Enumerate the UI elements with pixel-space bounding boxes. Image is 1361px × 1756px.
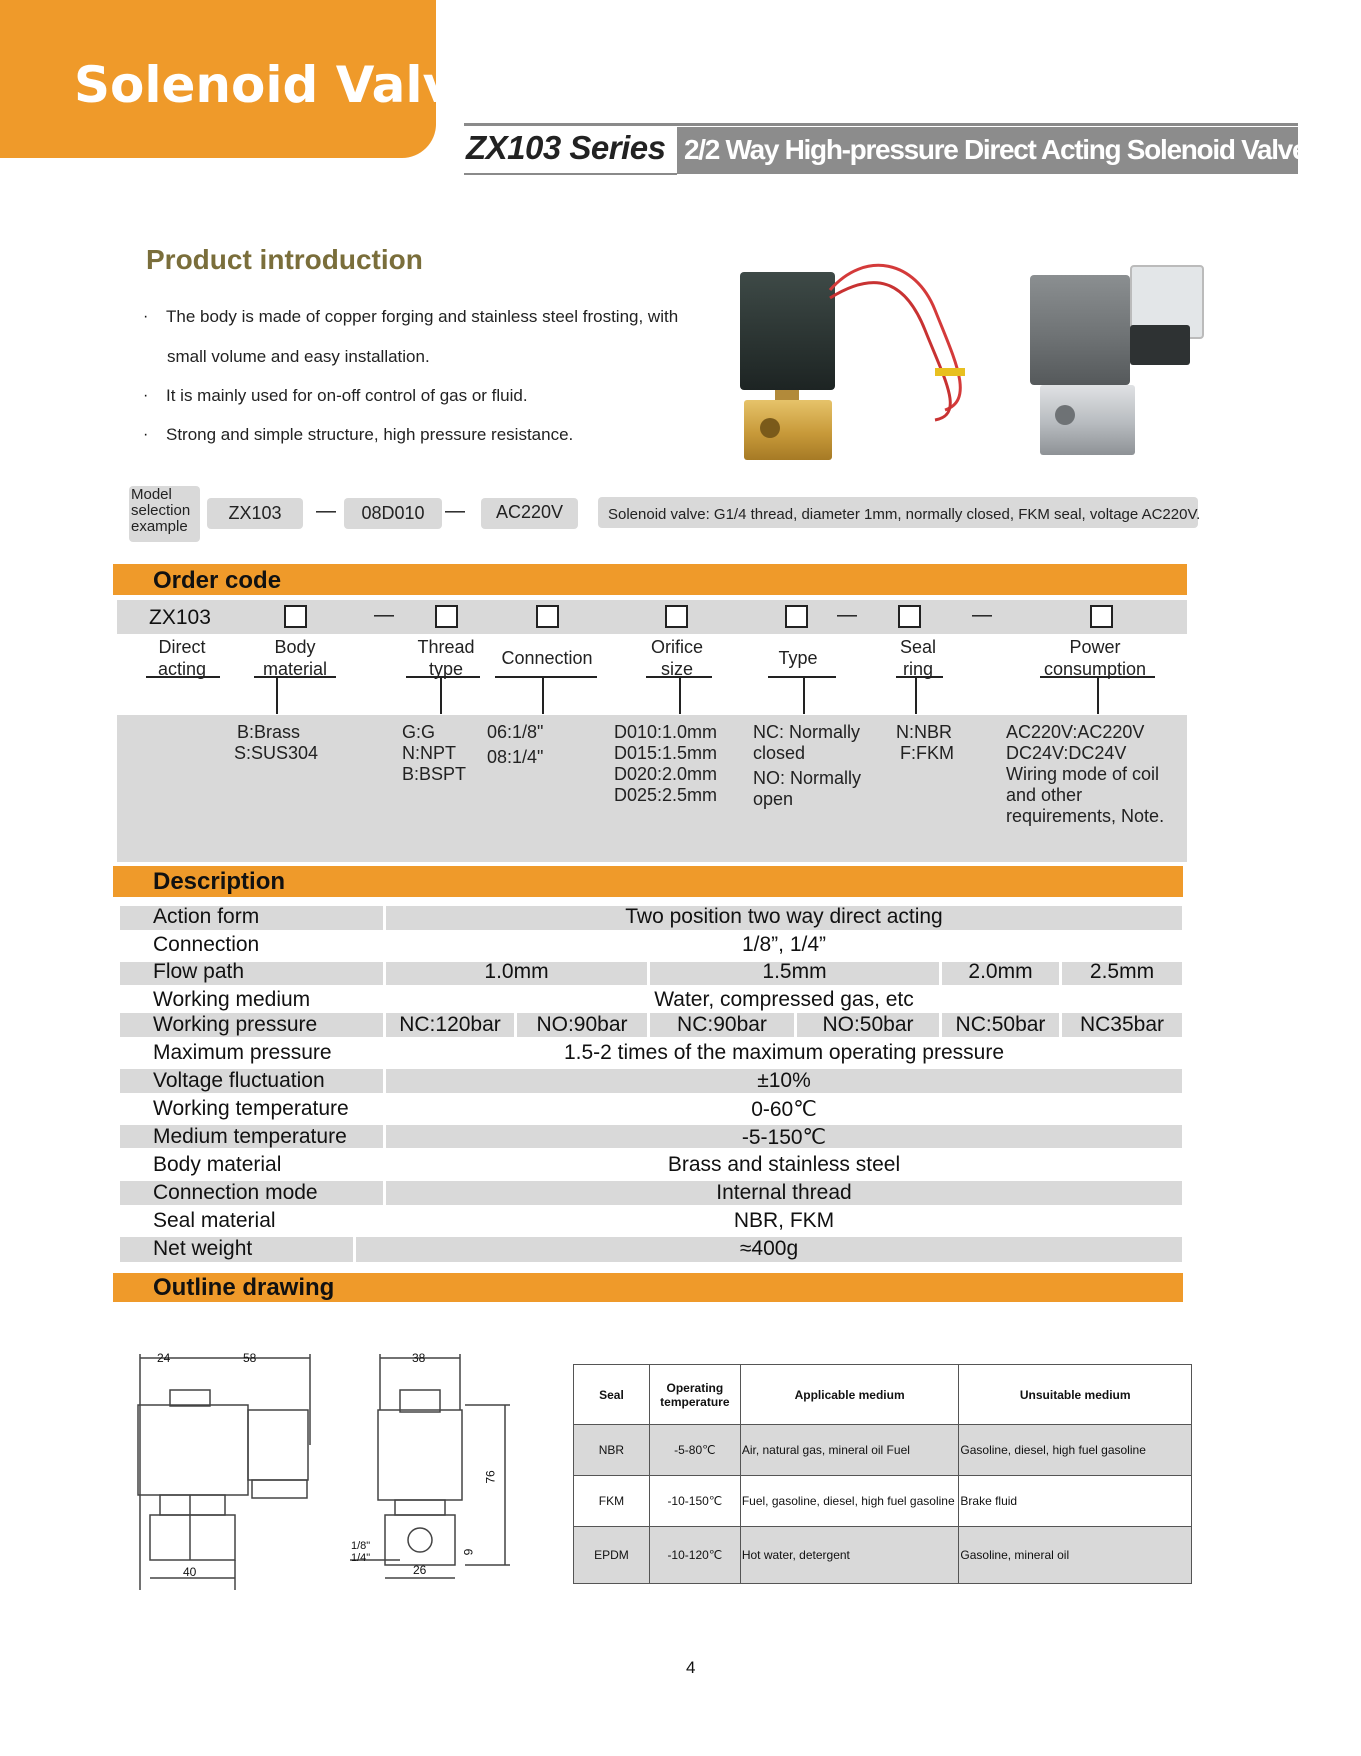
divider	[464, 173, 677, 175]
dim-label: 40	[183, 1565, 197, 1579]
page-title: Solenoid Valve	[74, 56, 490, 114]
option-orifice: D010:1.0mm	[614, 722, 718, 742]
model-part: 08D010	[361, 503, 425, 523]
model-example-label: Model selection example	[131, 486, 191, 535]
option-seal: N:NBR	[896, 722, 953, 742]
valve-photo-steel	[1020, 255, 1220, 465]
desc-value: NC:50bar	[955, 1013, 1046, 1036]
option-connection: 08:1/4"	[487, 747, 544, 767]
desc-label: Net weight	[153, 1237, 253, 1260]
table-cell: EPDM	[574, 1527, 650, 1584]
option-power: DC24V:DC24V	[1006, 743, 1127, 763]
dim-label: 76	[483, 1470, 498, 1484]
table-cell: Gasoline, mineral oil	[959, 1527, 1192, 1584]
page-number: 4	[686, 1658, 696, 1677]
desc-value: -5-150℃	[741, 1126, 827, 1149]
field-label-direct-acting: Direct acting	[157, 637, 207, 679]
desc-label: Medium temperature	[153, 1125, 347, 1148]
order-code-row	[117, 600, 1187, 634]
desc-value: 1.0mm	[484, 960, 549, 983]
model-part: AC220V	[495, 502, 564, 522]
desc-value: ≈400g	[739, 1237, 799, 1260]
dash: —	[445, 500, 465, 522]
desc-label: Action form	[153, 905, 260, 928]
table-cell: -5-80℃	[649, 1425, 740, 1476]
desc-label: Working temperature	[153, 1097, 349, 1120]
option-power: Wiring mode of coil	[1006, 764, 1160, 784]
desc-value: Internal thread	[716, 1181, 852, 1204]
checkbox-icon	[665, 605, 688, 628]
desc-label: Seal material	[153, 1209, 276, 1232]
option-body: B:Brass	[237, 722, 301, 742]
option-orifice: D015:1.5mm	[614, 743, 718, 763]
intro-bullet: small volume and easy installation.	[167, 347, 430, 366]
option-type: closed	[753, 743, 806, 763]
section-title: Order code	[153, 567, 282, 594]
section-title: Description	[153, 868, 286, 895]
table-cell: -10-150℃	[649, 1476, 740, 1527]
checkbox-icon	[284, 605, 307, 628]
field-label-orifice-size: Orifice size	[650, 637, 703, 679]
intro-bullet: The body is made of copper forging and stainless steel frosting, with	[166, 307, 679, 326]
desc-value: NC35bar	[1079, 1013, 1165, 1036]
option-type: NC: Normally	[753, 722, 861, 742]
desc-value: 0-60℃	[751, 1098, 817, 1121]
dim-label: 24	[157, 1351, 171, 1365]
desc-label: Voltage fluctuation	[153, 1069, 325, 1092]
section-title: Outline drawing	[153, 1274, 335, 1301]
dash: —	[837, 604, 857, 626]
table-cell: NBR	[574, 1425, 650, 1476]
table-cell: Brake fluid	[959, 1476, 1192, 1527]
desc-label: Connection	[153, 933, 260, 956]
option-type: open	[753, 789, 794, 809]
desc-value: 2.0mm	[968, 960, 1033, 983]
bullet-mark: ·	[143, 308, 149, 325]
outline-drawing-side	[130, 1350, 320, 1590]
dim-label: 1/8"	[351, 1540, 371, 1552]
series-description: 2/2 Way High-pressure Direct Acting Solenoid Valve	[684, 134, 1307, 165]
option-connection: 06:1/8"	[487, 722, 544, 742]
option-body: S:SUS304	[234, 743, 319, 763]
field-label-body-material: Body material	[262, 637, 328, 679]
option-type: NO: Normally	[753, 768, 862, 788]
option-thread: B:BSPT	[402, 764, 467, 784]
table-cell: -10-120℃	[649, 1527, 740, 1584]
model-part: ZX103	[228, 503, 282, 523]
desc-value: NO:50bar	[822, 1013, 914, 1036]
series-name: ZX103 Series	[466, 129, 666, 166]
table-header-row	[574, 1365, 1192, 1425]
option-thread: N:NPT	[402, 743, 456, 763]
field-label-type: Type	[778, 648, 818, 668]
desc-value: 1.5mm	[762, 960, 827, 983]
valve-photo-brass	[730, 250, 1000, 450]
desc-label: Working pressure	[153, 1013, 318, 1036]
dim-label: 58	[243, 1351, 257, 1365]
connector-lines	[0, 670, 1361, 720]
dim-label: 9	[461, 1548, 476, 1556]
dash: —	[316, 500, 336, 522]
model-note: Solenoid valve: G1/4 thread, diameter 1mm, normally closed, FKM seal, voltage AC220V.	[608, 506, 1201, 523]
desc-value: NC:120bar	[399, 1013, 501, 1036]
table-cell: Air, natural gas, mineral oil Fuel	[740, 1425, 959, 1476]
option-power: AC220V:AC220V	[1006, 722, 1145, 742]
desc-value: Two position two way direct acting	[625, 905, 943, 928]
option-power: and other	[1006, 785, 1083, 805]
table-header: Applicable medium	[740, 1365, 959, 1425]
table-header: Seal	[574, 1365, 650, 1425]
desc-value: 1.5-2 times of the maximum operating pressure	[563, 1041, 1005, 1064]
option-thread: G:G	[402, 722, 436, 742]
dash: —	[972, 604, 992, 626]
option-power: requirements, Note.	[1006, 806, 1165, 826]
table-row	[574, 1476, 1192, 1527]
table-cell: Hot water, detergent	[740, 1527, 959, 1584]
intro-bullet: It is mainly used for on-off control of gas or fluid.	[166, 386, 528, 405]
desc-label: Maximum pressure	[153, 1041, 332, 1064]
desc-value: NC:90bar	[677, 1013, 767, 1036]
dim-label: 1/4"	[351, 1552, 371, 1564]
desc-value: Brass and stainless steel	[667, 1153, 901, 1176]
intro-bullet: Strong and simple structure, high pressure resistance.	[166, 425, 574, 444]
checkbox-icon	[435, 605, 458, 628]
desc-label: Connection mode	[153, 1181, 318, 1204]
checkbox-icon	[785, 605, 808, 628]
dim-label: 26	[413, 1563, 427, 1577]
desc-label: Body material	[153, 1153, 282, 1176]
bullet-mark: ·	[143, 426, 149, 443]
table-header: Unsuitable medium	[959, 1365, 1192, 1425]
desc-label: Flow path	[153, 960, 245, 983]
dim-label: 38	[412, 1351, 426, 1365]
desc-label: Working medium	[153, 988, 311, 1011]
checkbox-icon	[536, 605, 559, 628]
field-label-power: Power consumption	[1043, 637, 1147, 679]
desc-value: NO:90bar	[536, 1013, 628, 1036]
table-cell: FKM	[574, 1476, 650, 1527]
table-cell: Gasoline, diesel, high fuel gasoline	[959, 1425, 1192, 1476]
bullet-mark: ·	[143, 387, 149, 404]
dash: —	[374, 604, 394, 626]
section-title: Product introduction	[146, 244, 423, 275]
field-label-seal-ring: Seal ring	[899, 637, 937, 679]
desc-value: 1/8”, 1/4”	[741, 933, 827, 956]
field-label-connection: Connection	[501, 648, 593, 668]
table-row	[574, 1425, 1192, 1476]
table-header: Operating temperature	[649, 1365, 740, 1425]
option-orifice: D020:2.0mm	[614, 764, 718, 784]
divider	[464, 123, 1298, 126]
checkbox-icon	[1090, 605, 1113, 628]
field-label-thread-type: Thread type	[417, 637, 475, 679]
table-row	[574, 1527, 1192, 1584]
option-seal: F:FKM	[900, 743, 954, 763]
desc-value: Water, compressed gas, etc	[654, 988, 914, 1011]
desc-value: NBR, FKM	[733, 1209, 835, 1232]
desc-value: 2.5mm	[1089, 960, 1155, 983]
table-cell: Fuel, gasoline, diesel, high fuel gasoline	[740, 1476, 959, 1527]
order-code-prefix: ZX103	[149, 606, 211, 629]
desc-value: ±10%	[757, 1069, 811, 1092]
option-orifice: D025:2.5mm	[614, 785, 718, 805]
media-table	[573, 1364, 1192, 1584]
checkbox-icon	[898, 605, 921, 628]
